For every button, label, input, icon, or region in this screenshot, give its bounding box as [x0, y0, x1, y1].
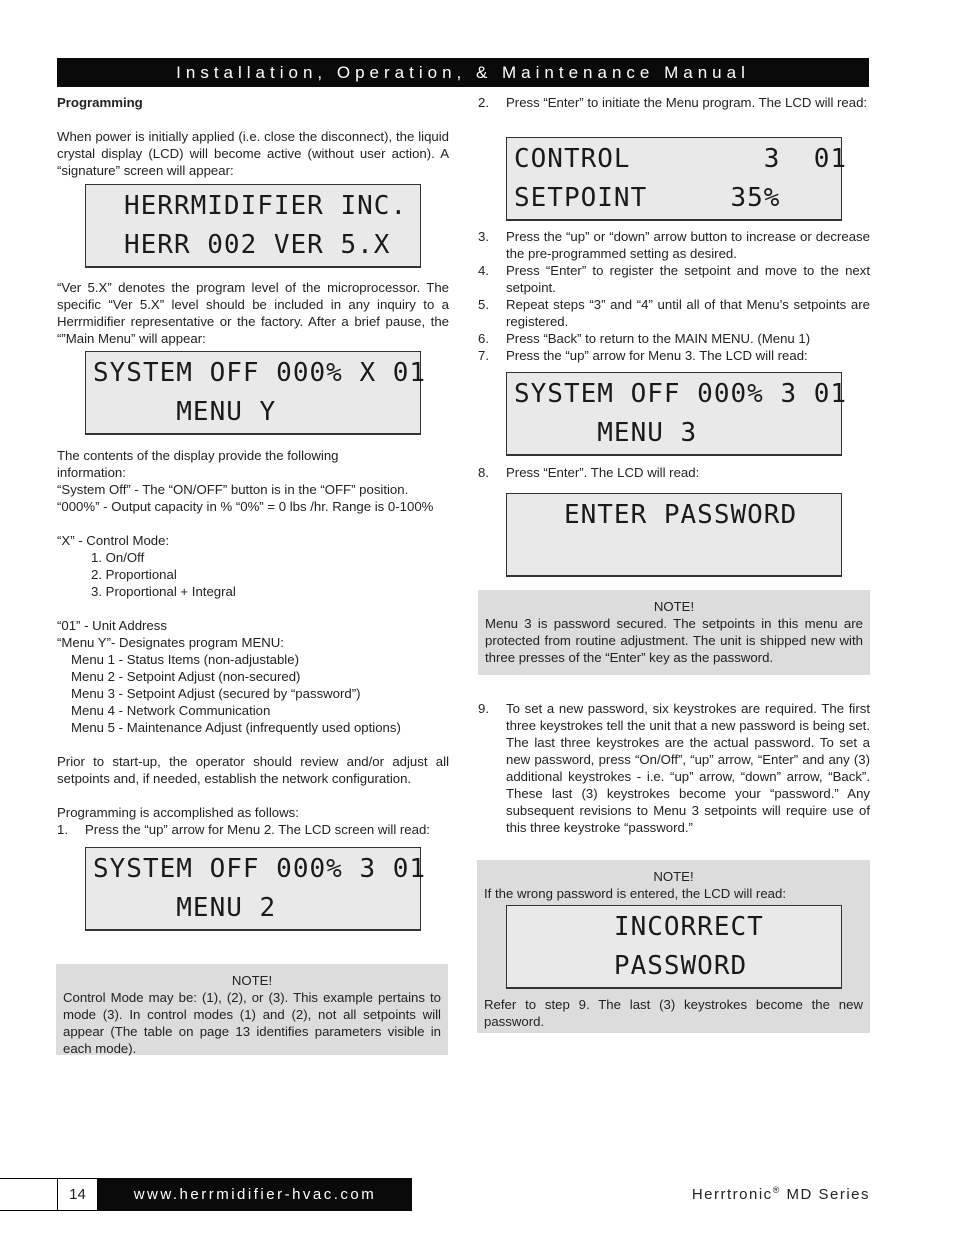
system-off-text: “System Off” - The “ON/OFF” button is in the “OFF” position.	[57, 482, 409, 497]
footer-url: www.herrmidifier-hvac.com	[98, 1178, 412, 1211]
note-outro: Refer to step 9. The last (3) keystrokes become the new password.	[484, 997, 863, 1029]
step-text: Repeat steps “3” and “4” until all of that Menu’s setpoints are registered.	[506, 297, 870, 329]
version-text: “Ver 5.X” denotes the program level of the microprocessor. The specific “Ver 5.X” level should be included in any inquiry to a Herrmidifier representative or the factory. After a brief pause, the “”Main Menu” will appear:	[57, 280, 449, 346]
lcd-enter-password	[506, 493, 842, 577]
lcd-line-2: MENU 2	[93, 893, 277, 923]
step-number: 3.	[478, 229, 489, 244]
series-name: MD Series	[780, 1186, 870, 1203]
menu-y-text: “Menu Y”- Designates program MENU:	[57, 635, 284, 650]
step-6	[478, 330, 870, 347]
note-title: NOTE!	[231, 973, 273, 988]
lcd-line-1: SYSTEM OFF 000% X 01	[93, 358, 427, 388]
note-intro: If the wrong password is entered, the LCD will read:	[484, 886, 786, 901]
lcd-incorrect-password	[506, 905, 842, 989]
step-text: Press “Enter” to register the setpoint and move to the next setpoint.	[506, 263, 870, 295]
lcd-control-setpoint	[506, 137, 848, 221]
step-3	[478, 228, 870, 262]
step-number: 1.	[57, 822, 68, 837]
lcd-line-1: INCORRECT	[514, 912, 764, 942]
note-title: NOTE!	[653, 869, 694, 884]
steps-3-7	[478, 228, 870, 364]
display-contents	[57, 447, 457, 838]
lcd-signature-screen	[85, 184, 421, 268]
page-number: 14	[57, 1178, 98, 1211]
step-number: 9.	[478, 701, 489, 716]
prior-paragraph: Prior to start-up, the operator should review and/or adjust all setpoints and, if needed, establish the network configuration.	[57, 754, 449, 786]
right-column	[478, 94, 870, 111]
lcd-line-1: SYSTEM OFF 000% 3 01	[514, 379, 848, 409]
lcd-menu-2	[85, 847, 427, 931]
step-number: 8.	[478, 465, 489, 480]
accomplished-text: Programming is accomplished as follows:	[57, 805, 299, 820]
lcd-line-1: CONTROL 3 01	[514, 144, 848, 174]
step-text: Press “Enter” to initiate the Menu program. The LCD will read:	[506, 95, 868, 110]
control-mode-label: “X” - Control Mode:	[57, 533, 170, 548]
step-text: To set a new password, six keystrokes are required. The first three keystrokes tell the unit that a new password is being set. The last three keystrokes are the actual password. To set a new password, press “On/Off”, “up” arrow, “Enter” and any (3) additional keystrokes - i.e. “up” arrow, “down” arrow, “Back”. These last (3) keystrokes become your “password.” Any subsequent revisions to Menu 3 setpoints will require use of this three keystroke “password.”	[506, 701, 870, 835]
step-1	[57, 821, 477, 838]
lcd-line-1: SYSTEM OFF 000% 3 01	[93, 854, 427, 884]
step-5	[478, 296, 870, 330]
lcd-line-2: SETPOINT 35%	[514, 183, 781, 213]
mode-item: 2. Proportional	[91, 567, 177, 582]
unit-address-text: “01” - Unit Address	[57, 618, 167, 633]
registered-mark: ®	[772, 1185, 781, 1195]
footer-brand	[692, 1185, 870, 1203]
step-text: Press the “up” arrow for Menu 2. The LCD screen will read:	[85, 822, 430, 837]
lcd-line-1: HERRMIDIFIER INC.	[124, 191, 408, 221]
lcd-line-2: MENU 3	[514, 418, 698, 448]
section-heading: Programming	[57, 95, 143, 110]
menu-item: Menu 4 - Network Communication	[71, 703, 271, 718]
lcd-menu-3	[506, 372, 848, 456]
output-text: “000%” - Output capacity in % “0%” = 0 lbs /hr. Range is 0-100%	[57, 499, 434, 514]
step-8-block	[478, 464, 870, 481]
menu-item: Menu 3 - Setpoint Adjust (secured by “password”)	[71, 686, 361, 701]
step-text: Press the “up” arrow for Menu 3. The LCD will read:	[506, 348, 808, 363]
note-password-secured	[478, 590, 870, 675]
step-number: 6.	[478, 331, 489, 346]
footer-rule	[0, 1178, 57, 1211]
step-text: Press the “up” or “down” arrow button to increase or decrease the pre-programmed setting as desired.	[506, 229, 870, 261]
step-8	[478, 464, 870, 481]
lcd-line-1: ENTER PASSWORD	[514, 500, 798, 530]
lcd-line-2: HERR 002 VER 5.X	[124, 230, 391, 260]
menu-item: Menu 5 - Maintenance Adjust (infrequently used options)	[71, 720, 401, 735]
note-text: Menu 3 is password secured. The setpoints in this menu are protected from routine adjustment. The unit is shipped new with three presses of the “Enter” key as the password.	[485, 616, 863, 665]
step-number: 5.	[478, 297, 489, 312]
note-control-mode	[56, 964, 448, 1055]
menu-item: Menu 2 - Setpoint Adjust (non-secured)	[71, 669, 301, 684]
intro-paragraph: When power is initially applied (i.e. close the disconnect), the liquid crystal display (LCD) will become active (without user action). A “signature” screen will appear:	[57, 129, 449, 178]
step-text: Press “Back” to return to the MAIN MENU. (Menu 1)	[506, 331, 811, 346]
mode-item: 1. On/Off	[91, 550, 145, 565]
note-title: NOTE!	[653, 599, 695, 614]
step-7	[478, 347, 870, 364]
contents-intro: The contents of the display provide the following information:	[57, 448, 339, 480]
step-number: 7.	[478, 348, 489, 363]
step-9	[478, 700, 870, 836]
brand-name: Herrtronic	[691, 1186, 773, 1203]
step-number: 2.	[478, 95, 489, 110]
step-4	[478, 262, 870, 296]
step-number: 4.	[478, 263, 489, 278]
manual-header: Installation, Operation, & Maintenance Manual	[57, 58, 869, 87]
version-paragraph	[57, 279, 449, 347]
lcd-line-2: PASSWORD	[514, 951, 748, 981]
mode-item: 3. Proportional + Integral	[91, 584, 236, 599]
menu-item: Menu 1 - Status Items (non-adjustable)	[71, 652, 299, 667]
note-text: Control Mode may be: (1), (2), or (3). This example pertains to mode (3). In control modes (1) and (2), not all setpoints will appear (The table on page 13 identifies parameters visible in each mode).	[63, 990, 441, 1056]
step-2	[478, 94, 870, 111]
lcd-line-2: MENU Y	[93, 397, 277, 427]
left-column	[57, 94, 449, 179]
step-9-block	[478, 700, 870, 836]
step-text: Press “Enter”. The LCD will read:	[506, 465, 700, 480]
lcd-main-menu	[85, 351, 427, 435]
